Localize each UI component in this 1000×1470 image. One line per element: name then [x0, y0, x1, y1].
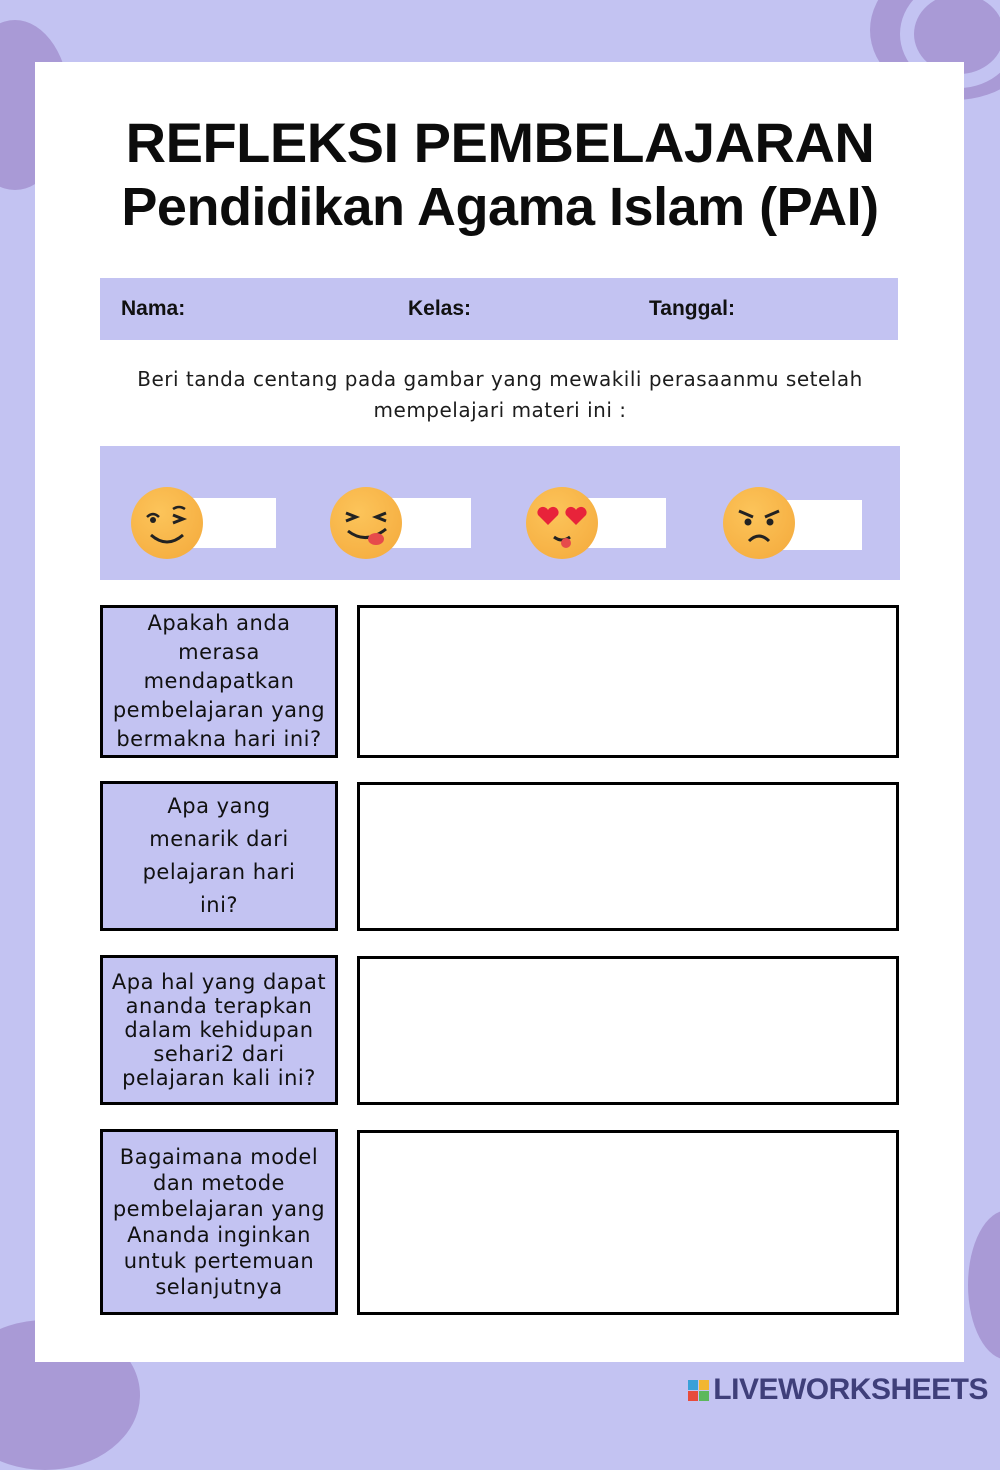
date-label: Tanggal:	[649, 297, 735, 320]
emoji-panel	[100, 446, 900, 580]
heart-eyes-face-icon	[526, 487, 598, 559]
decor-blob-bottom-right	[968, 1210, 1000, 1360]
answer-box-4[interactable]	[357, 1130, 899, 1315]
answer-box-1[interactable]	[357, 605, 899, 758]
liveworksheets-logo-icon	[688, 1380, 709, 1401]
instruction-text: Beri tanda centang pada gambar yang mewakili perasaanmu setelah mempelajari materi ini :	[137, 367, 863, 422]
student-info-bar	[100, 278, 898, 340]
answer-box-2[interactable]	[357, 782, 899, 931]
angry-face-icon	[723, 487, 795, 559]
class-label: Kelas:	[408, 297, 472, 320]
emoji-checkbox-1[interactable]	[192, 498, 276, 548]
title-line-2: Pendidikan Agama Islam (PAI)	[121, 177, 879, 237]
question-label-4: Bagaimana model dan metode pembelajaran yang Ananda inginkan untuk pertemuan selanjutnya	[100, 1129, 338, 1315]
question-label-3: Apa hal yang dapat ananda terapkan dalam kehidupan sehari2 dari pelajaran kali ini?	[100, 955, 338, 1105]
name-label: Nama:	[121, 297, 186, 320]
winking-face-icon	[131, 487, 203, 559]
question-label-2: Apa yang menarik dari pelajaran hari ini?	[100, 781, 338, 931]
liveworksheets-logo-text: LIVEWORKSHEETS	[713, 1373, 988, 1406]
liveworksheets-logo[interactable]	[688, 1373, 988, 1407]
face-savoring-food-icon	[330, 487, 402, 559]
answer-box-3[interactable]	[357, 956, 899, 1105]
title-line-1: REFLEKSI PEMBELAJARAN	[125, 111, 875, 174]
question-label-1: Apakah anda merasa mendapatkan pembelajaran yang bermakna hari ini?	[100, 605, 338, 758]
